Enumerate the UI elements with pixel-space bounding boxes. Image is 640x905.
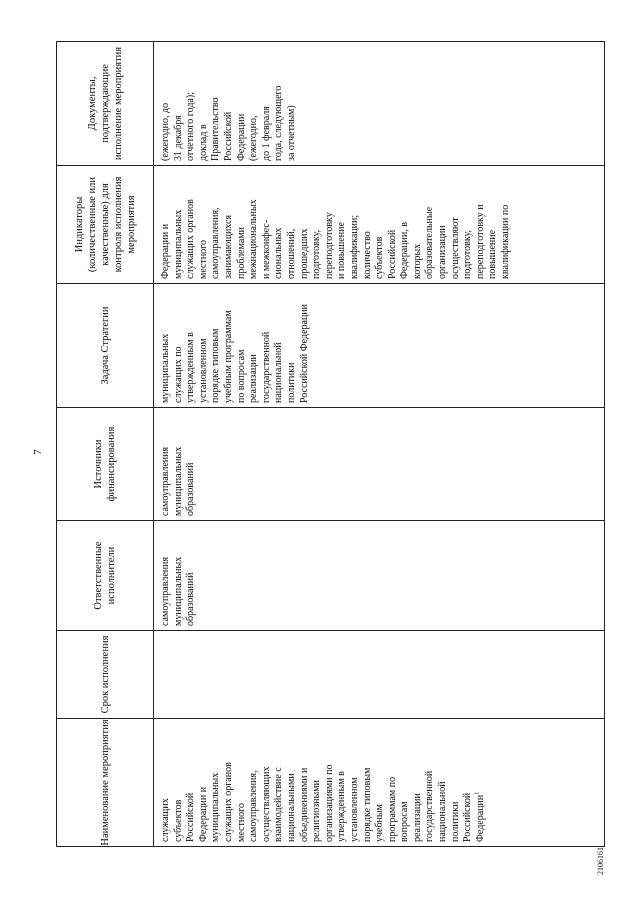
table-row bbox=[154, 42, 605, 847]
header-documents: Документы, подтверждающие исполнение мероприятия bbox=[57, 42, 154, 166]
cell-task bbox=[154, 284, 605, 408]
cell-indicators bbox=[154, 166, 605, 284]
document-id: 2106161 bbox=[596, 847, 605, 875]
cell-financing-text: самоуправления муниципальных образований bbox=[160, 446, 197, 516]
cell-executors-text: самоуправления муниципальных образований bbox=[160, 556, 197, 626]
header-task: Задача Стратегии bbox=[57, 284, 154, 408]
cell-documents bbox=[154, 42, 605, 166]
footnote-mark: 1 bbox=[474, 791, 481, 795]
cell-term bbox=[154, 631, 605, 719]
cell-indicators-text: Федерации и муниципальных служащих органов местного самоуправления, занимающихся проблемами межнациональных и межконфес- сиональных отношений, прошедших подготовку, переподготовку и повышение квалификации; количество субъектов Российской Федерации, в которых образовательные организации осуществляют подготовку, переподготовку и повышение квалификации по bbox=[160, 199, 512, 279]
header-term: Срок исполнения bbox=[57, 631, 154, 719]
measures-table bbox=[56, 41, 605, 847]
page-number: 7 bbox=[32, 449, 44, 455]
header-name: Наименование мероприятия bbox=[57, 719, 154, 847]
cell-name bbox=[154, 719, 605, 847]
cell-task-text: муниципальных служащих по утвержденным в установленном порядке типовым учебным программам по вопросам реализации государственной национальной политики Российской Федерации bbox=[160, 303, 310, 403]
header-financing: Источники финансирования bbox=[57, 408, 154, 521]
cell-financing bbox=[154, 408, 605, 521]
rotated-page bbox=[28, 27, 616, 877]
cell-name-text: служащих субъектов Российской Федерации и муниципальных служащих органов местного самоуправления, осуществляющих взаимодействие с национальными объединениями и религиозными организациями по утвержденным в установленном порядке типовым учебным программам по вопросам реализации государственной национальной политики Российской Федерации bbox=[160, 762, 486, 842]
table-header-row bbox=[57, 42, 154, 847]
header-executors: Ответственные исполнители bbox=[57, 521, 154, 631]
header-indicators: Индикаторы (количественные или качественные) для контроля исполнения мероприятия bbox=[57, 166, 154, 284]
cell-documents-text: (ежегодно, до 31 декабря отчетного года); доклад в Правительство Российской Федерации (ежегодно, до 1 февраля года, следующего за отчетным) bbox=[160, 85, 297, 161]
cell-executors bbox=[154, 521, 605, 631]
